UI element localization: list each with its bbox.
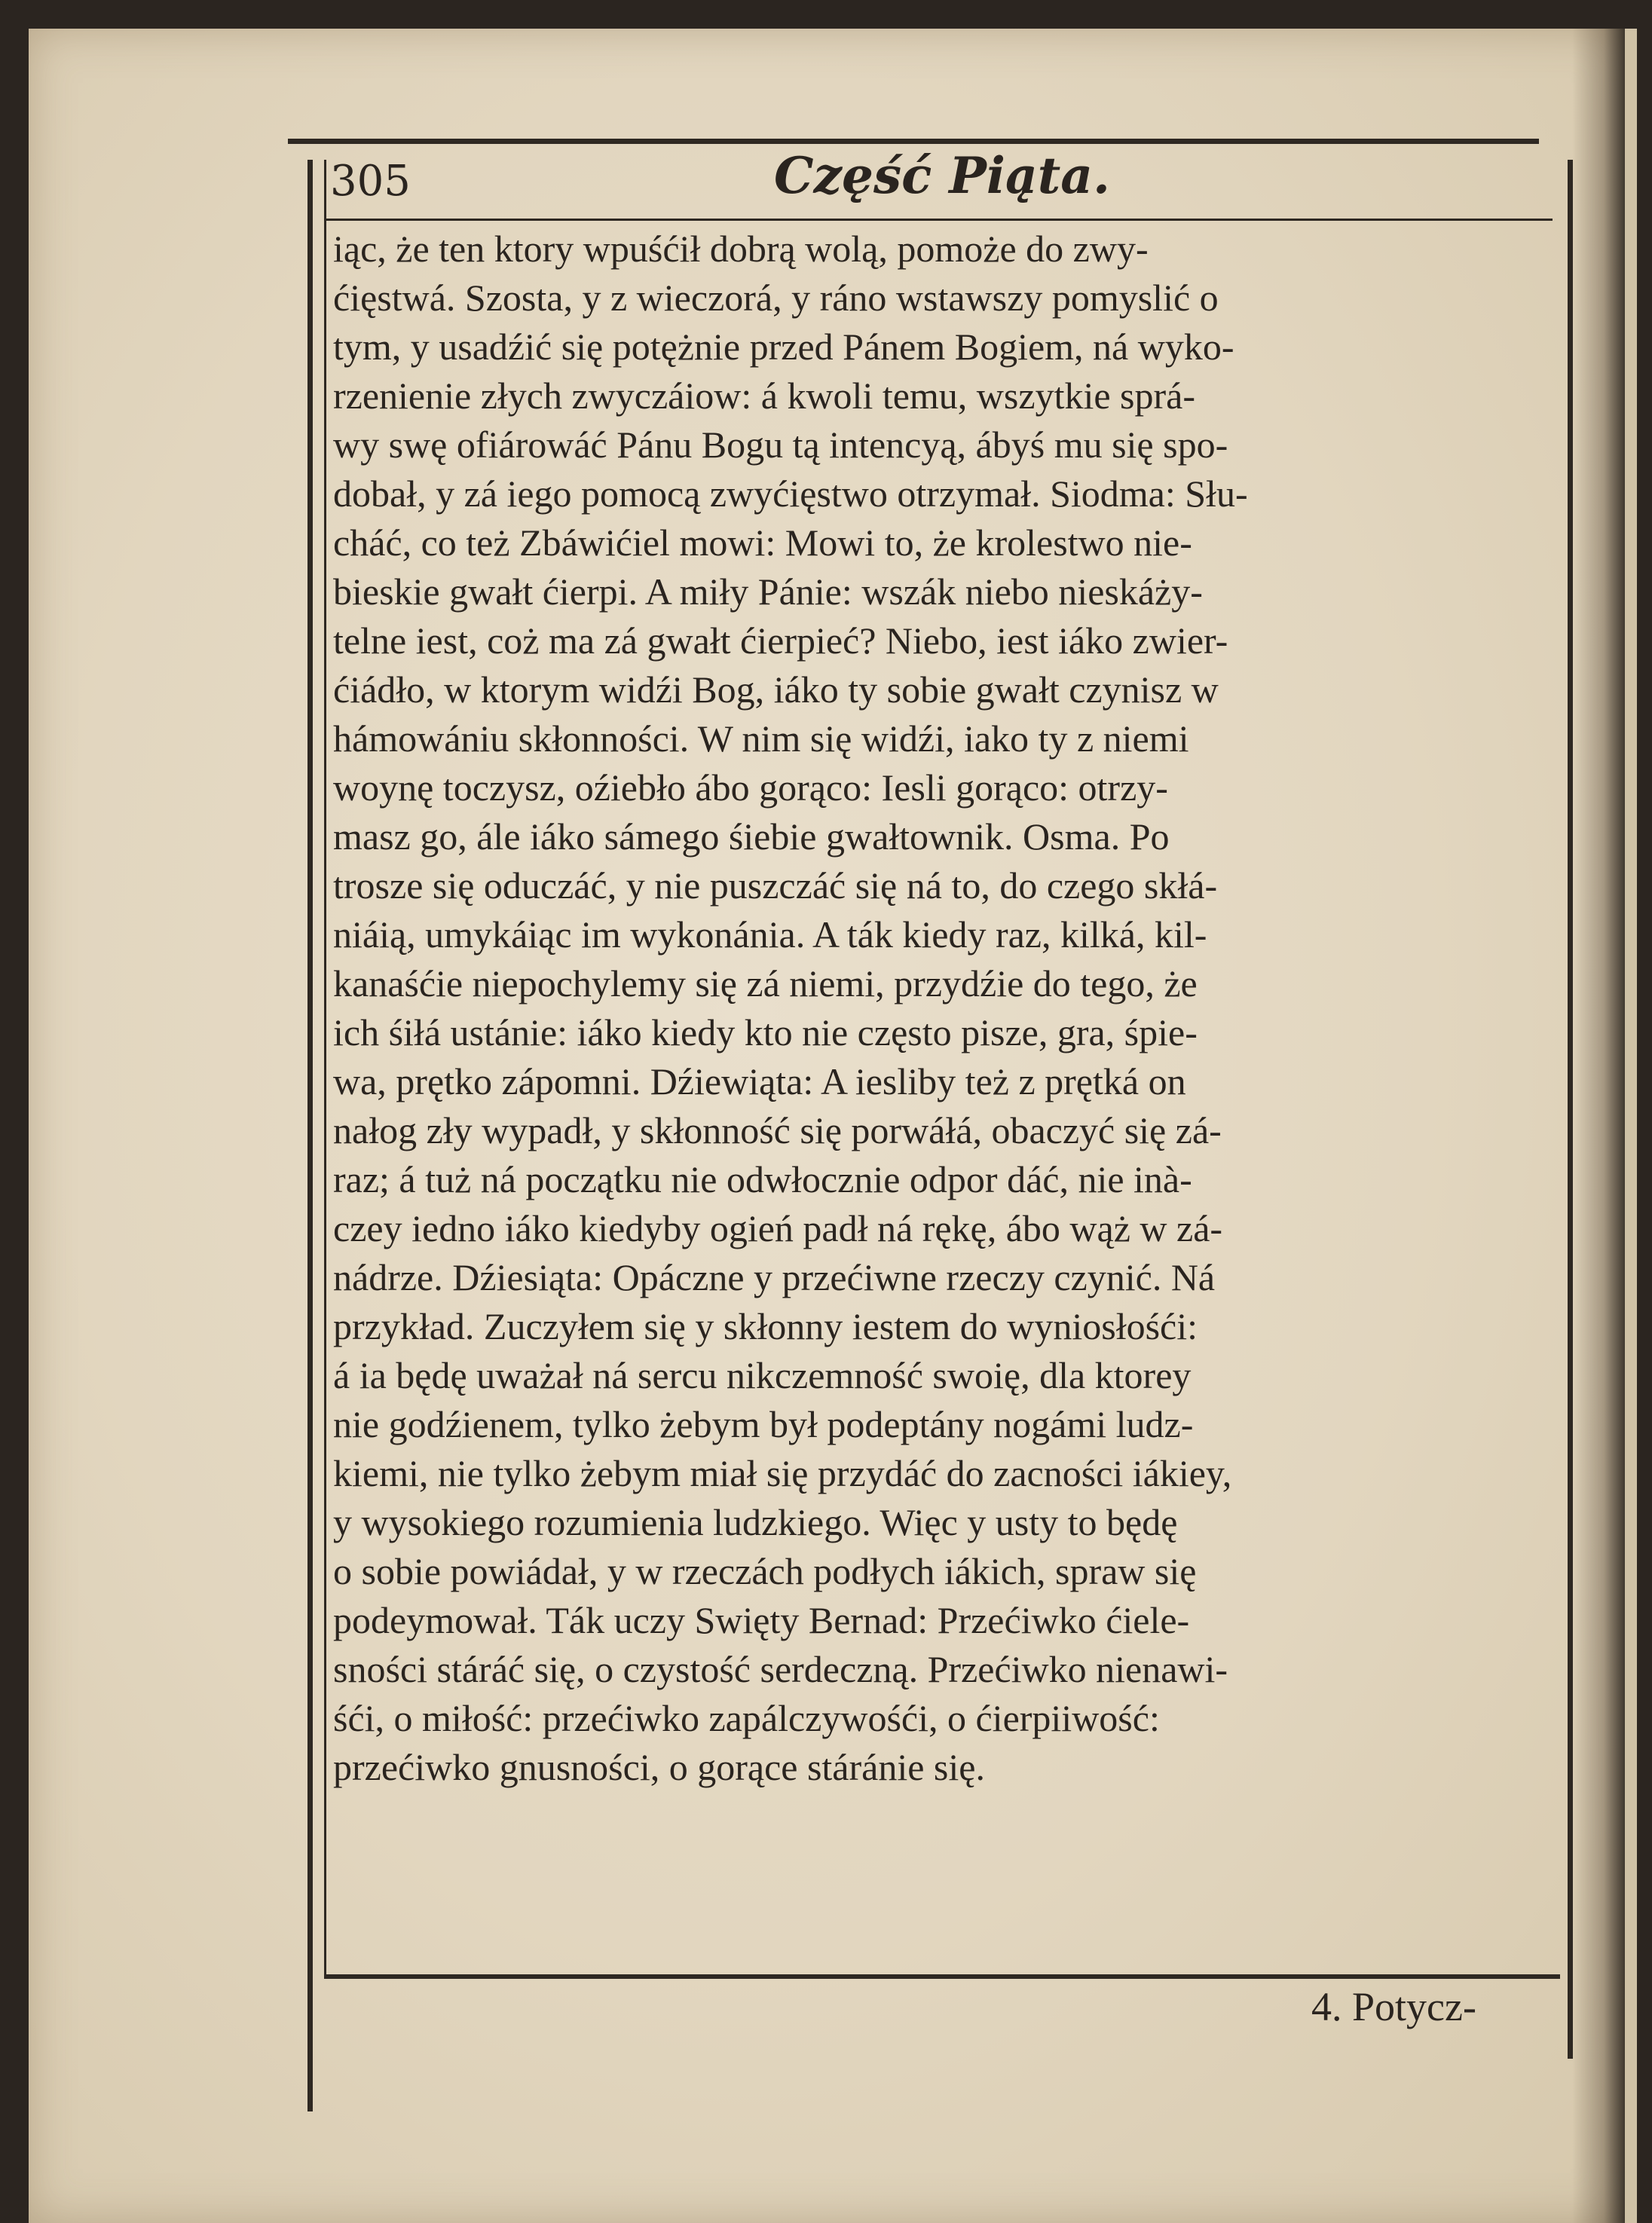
text-line: á ia będę uważał ná sercu nikczemność swoię, dla ktorey: [333, 1354, 1192, 1396]
text-line: y wysokiego rozumienia ludzkiego. Więc y usty to będę: [333, 1501, 1178, 1543]
body-text: [333, 225, 1562, 1792]
text-line: nie godźienem, tylko żebym był podeptány nogámi ludz-: [333, 1403, 1194, 1445]
text-line: cháć, co też Zbáwićiel mowi: Mowi to, że krolestwo nie-: [333, 521, 1192, 564]
text-line: ich śiłá ustánie: iáko kiedy kto nie często pisze, gra, śpie-: [333, 1011, 1198, 1053]
text-line: masz go, ále iáko sámego śiebie gwałtownik. Osma. Po: [333, 815, 1170, 858]
text-line: przykład. Zuczyłem się y skłonny iestem do wyniosłośći:: [333, 1305, 1198, 1347]
text-line: podeymował. Ták uczy Swięty Bernad: Przećiwko ćiele-: [333, 1599, 1190, 1641]
text-line: dobał, y zá iego pomocą zwyćięstwo otrzymał. Siodma: Słu-: [333, 472, 1248, 515]
text-line: tym, y usadźić się potężnie przed Pánem Bogiem, ná wyko-: [333, 326, 1234, 368]
frame-inner-left-rule: [324, 160, 326, 1976]
text-line: sności stáráć się, o czystość serdeczną. Przećiwko nienawi-: [333, 1648, 1228, 1690]
page-number: 305: [330, 157, 411, 206]
text-line: raz; á tuż ná początku nie odwłocznie odpor dáć, nie inà-: [333, 1158, 1192, 1200]
text-line: kanaśćie niepochylemy się zá niemi, przydźie do tego, że: [333, 962, 1198, 1004]
frame-right-rule: [1568, 160, 1573, 2059]
text-line: woynę toczysz, oźiebło ábo gorąco: Iesli gorąco: otrzy-: [333, 766, 1168, 809]
facing-page-edge: [1625, 29, 1637, 2223]
page-header: [324, 142, 1560, 217]
text-line: wy swę ofiárowáć Pánu Bogu tą intencyą, ábyś mu się spo-: [333, 424, 1228, 466]
text-line: o sobie powiádał, y w rzeczách podłych iákich, spraw się: [333, 1550, 1197, 1592]
text-line: przećiwko gnusności, o gorące stáránie się.: [333, 1746, 985, 1788]
text-line: wa, prętko zápomni. Dźiewiąta: A iesliby też z prętká on: [333, 1060, 1186, 1102]
frame-bottom-rule: [324, 1974, 1560, 1979]
text-line: czey iedno iáko kiedyby ogień padł ná rękę, ábo wąż w zá-: [333, 1207, 1223, 1249]
text-line: nałog zły wypadł, y skłonność się porwáłá, obaczyć się zá-: [333, 1109, 1222, 1151]
text-line: trosze się oduczáć, y nie puszczáć się ná to, do czego skłá-: [333, 864, 1218, 907]
text-line: niáią, umykáiąc im wykonánia. A ták kiedy raz, kilká, kil-: [333, 913, 1207, 956]
text-line: ćiádło, w ktorym widźi Bog, iáko ty sobie gwałt czynisz w: [333, 668, 1219, 711]
text-line: ćięstwá. Szosta, y z wieczorá, y ráno wstawszy pomyslić o: [333, 277, 1219, 319]
running-title: Część Piąta.: [773, 146, 1110, 205]
frame-left-rule: [307, 160, 313, 2111]
text-line: kiemi, nie tylko żebym miał się przydáć do zacności iákiey,: [333, 1452, 1232, 1494]
text-line: telne iest, coż ma zá gwałt ćierpieć? Niebo, iest iáko zwier-: [333, 619, 1228, 662]
text-line: nádrze. Dźiesiąta: Opáczne y przećiwne rzeczy czynić. Ná: [333, 1256, 1216, 1298]
text-line: bieskie gwałt ćierpi. A miły Pánie: wszák niebo nieskáży-: [333, 570, 1203, 613]
header-divider-rule: [324, 219, 1553, 221]
catchword: 4. Potycz-: [1311, 1984, 1476, 2029]
page-gutter-shadow: [1572, 29, 1625, 2223]
text-line: śći, o miłość: przećiwko zapálczywośći, o ćierpiiwość:: [333, 1697, 1160, 1739]
text-line: iąc, że ten ktory wpuśćił dobrą wolą, pomoże do zwy-: [333, 228, 1149, 270]
text-line: rzenienie złych zwyczáiow: á kwoli temu, wszytkie sprá-: [333, 375, 1195, 417]
text-line: hámowániu skłonności. W nim się widźi, iako ty z niemi: [333, 717, 1189, 760]
